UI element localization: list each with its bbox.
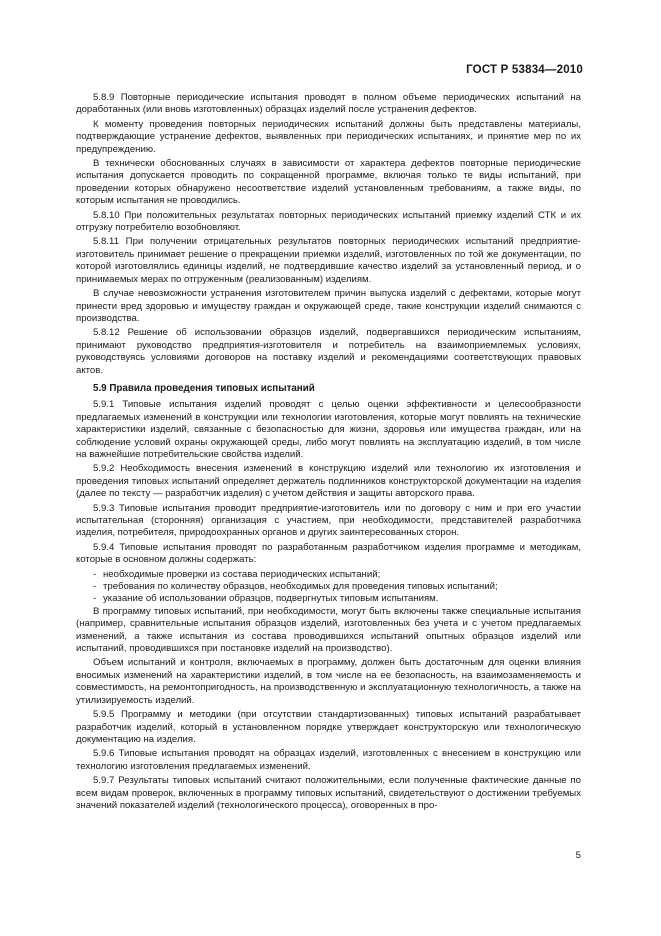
paragraph-5-8-12: 5.8.12 Решение об использовании образцов изделий, подвергавшихся периодическим испытаниям, принимают руководство предприятия-изготовителя и потребитель на взаимоприемлемых условиях, руководствуясь условиями договоров на поставку изделий и рекомендациями соответствующих правовых актов. [76,327,581,376]
paragraph-5-9-1: 5.9.1 Типовые испытания изделий проводят с целью оценки эффективности и целесообразности предлагаемых изменений в конструкции или технологии изготовления, которые могут повлиять на технические характеристики изделий, связанные с безопасностью для жизни, здоровья или имущества граждан, или на соблюдение условий охраны окружающей среды, либо могут повлиять на эксплуатацию изделий, в том числе на важнейшие потребительские свойства изделий. [76,399,581,460]
list-item [93,581,581,593]
list-item-text: требования по количеству образцов, необходимых для проведения типовых испытаний; [103,581,498,593]
paragraph: В технически обоснованных случаях в зависимости от характера дефектов повторные периодические испытания допускается проводить по сокращенной программе, включая только те виды испытаний, при проведении которых обнаружено несоответствие изделий установленным требованиям, а также виды, по которым испытания не проводились. [76,158,581,207]
paragraph-5-9-7: 5.9.7 Результаты типовых испытаний считают положительными, если полученные фактические данные по всем видам проверок, включенных в программу типовых испытаний, свидетельствуют о достижении требуемых значений показателей изделий (технологического процесса), оговоренных в про- [76,775,581,811]
section-heading-5-9: 5.9 Правила проведения типовых испытаний [93,382,315,394]
paragraph: В случае невозможности устранения изготовителем причин выпуска изделий с дефектами, которые могут принести вред здоровью и имуществу граждан и окружающей среде, такие конструкции изделий снимаются с производства. [76,288,581,324]
list-item-text: необходимые проверки из состава периодических испытаний; [103,568,381,580]
document-body [76,92,581,814]
dash-bullet-icon: - [93,581,97,593]
page-number: 5 [575,850,581,861]
dash-bullet-icon: - [93,593,97,605]
paragraph-5-8-10: 5.8.10 При положительных результатах повторных периодических испытаний приемку изделий СТК и их отгрузку потребителю возобновляют. [76,209,581,234]
paragraph-5-8-9: 5.8.9 Повторные периодические испытания проводят в полном объеме периодических испытаний на доработанных (или вновь изготовленных) образцах изделий после устранения дефектов. [76,92,581,116]
paragraph: К моменту проведения повторных периодических испытаний должны быть представлены материалы, подтверждающие устранение дефектов, выявленных при периодических испытаниях, и принятие мер по их предупреждению. [76,118,581,155]
dash-bullet-icon: - [93,568,97,580]
list-item [93,569,581,581]
paragraph: В программу типовых испытаний, при необходимости, могут быть включены также специальные испытания (например, сравнительные испытания образцов изделий, изготовленных без учета и с учетом предлагаемых изменений, а также испытания из состава проводившихся испытаний опытных образцов изделий или испытаний, проводившихся при постановке изделий на производство). [76,605,581,655]
list-item-text: указание об использовании образцов, подвергнутых типовым испытаниям. [103,593,439,605]
document-header: ГОСТ Р 53834—2010 [466,64,583,76]
paragraph-5-9-6: 5.9.6 Типовые испытания проводят на образцах изделий, изготовленных с внесением в конструкцию или технологию изготовления предлагаемых изменений. [76,748,581,772]
paragraph-5-8-11: 5.8.11 При получении отрицательных результатов повторных периодических испытаний предприятие-изготовитель принимает решение о прекращении приемки изделий, изготовленных по той же документации, по которой изготовлялись единицы изделий, не подтвердившие качество изделий за установленный период, и о принимаемых мерах по отгруженным (реализованным) изделиям. [76,236,581,285]
list-item [93,593,581,605]
paragraph-5-9-3: 5.9.3 Типовые испытания проводит предприятие-изготовитель или по договору с ним и при его участии испытательная (сторонняя) организация с участием, при необходимости, представителей разработчика изделия, потребителя, природоохранных органов и других заинтересованных сторон. [76,502,581,539]
paragraph-5-9-4: 5.9.4 Типовые испытания проводят по разработанным разработчиком изделия программе и методикам, которые в основном должны содержать: [76,541,581,566]
paragraph: Объем испытаний и контроля, включаемых в программу, должен быть достаточным для оценки влияния вносимых изменений на характеристики изделий, в том числе на ее безопасность, на взаимозаменяемость и совместимость, на ремонтопригодность, на производственную и эксплуатационную технологичность, а также на утилизируемость изделий. [76,657,581,706]
paragraph-5-9-5: 5.9.5 Программу и методики (при отсутствии стандартизованных) типовых испытаний разрабатывает разработчик изделий, который в установленном порядке утверждает конструкторскую или технологическую документацию на изделия. [76,709,581,745]
paragraph-5-9-2: 5.9.2 Необходимость внесения изменений в конструкцию изделий или технологию их изготовления и проведения типовых испытаний определяет держатель подлинников конструкторской документации на изделия (далее по тексту — разработчик изделия) с учетом действия и защиты авторского права. [76,463,581,500]
